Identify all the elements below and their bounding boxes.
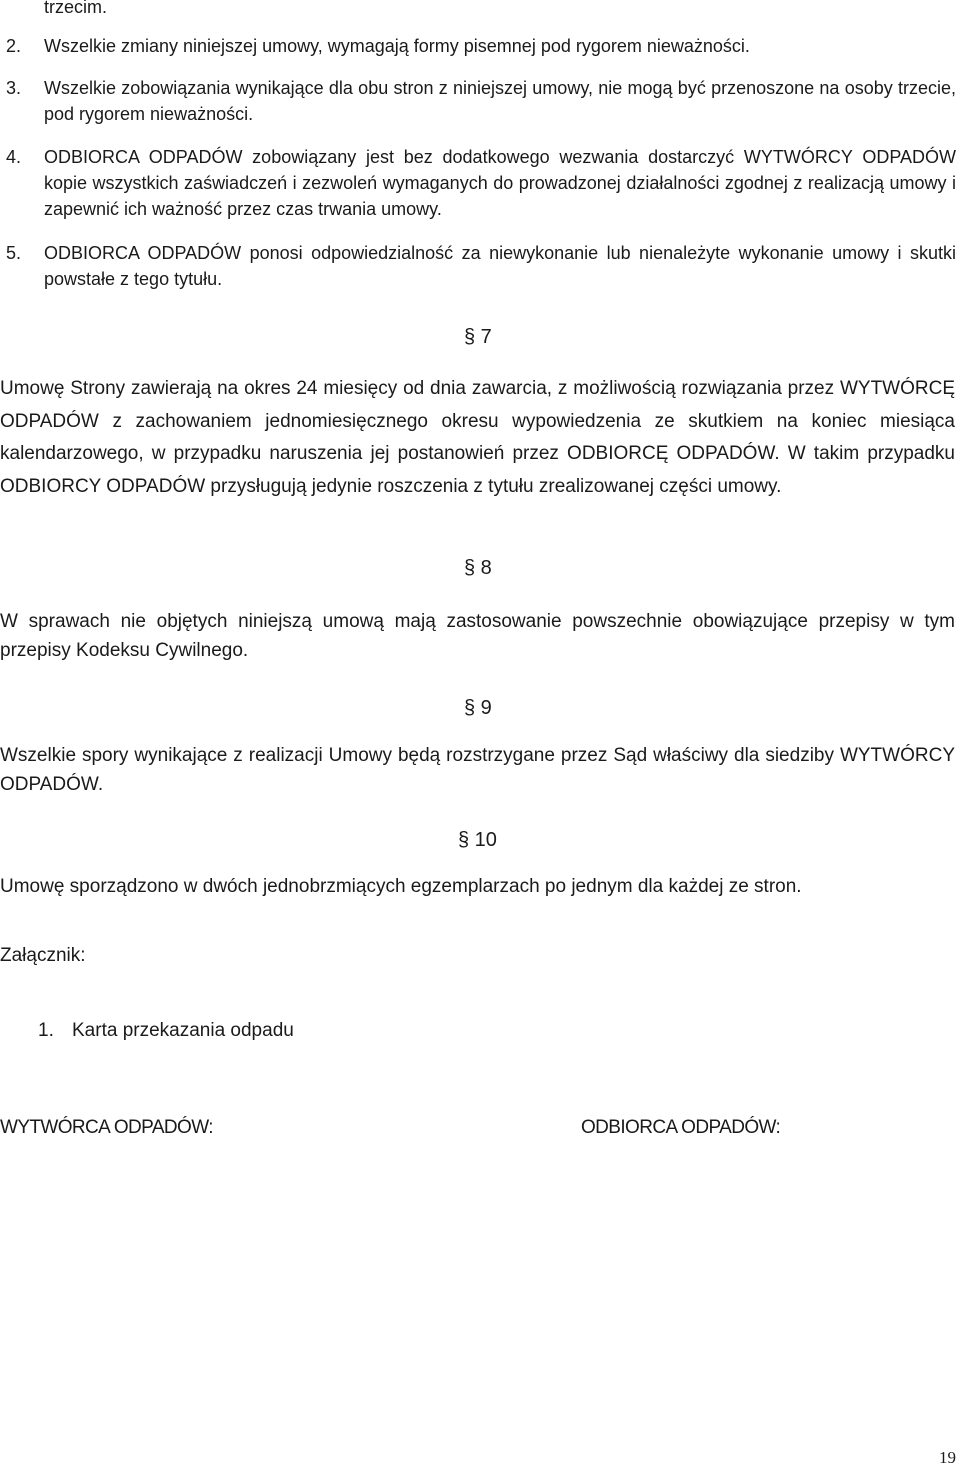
signature-receiver: ODBIORCA ODPADÓW: — [581, 1117, 781, 1138]
list-text: Wszelkie zobowiązania wynikające dla obu stron z niniejszej umowy, nie mogą być przenoszone na osoby trzecie, pod rygorem nieważności. — [44, 78, 956, 124]
list-text: Wszelkie zmiany niniejszej umowy, wymagają formy pisemnej pod rygorem nieważności. — [44, 36, 750, 56]
section-heading-7: § 7 — [464, 326, 492, 348]
list-number: 2. — [6, 36, 22, 56]
page-number: 19 — [939, 1448, 956, 1467]
attachment-number: 1. — [38, 1020, 54, 1041]
list-item-5 — [6, 240, 956, 292]
list-text: ODBIORCA ODPADÓW zobowiązany jest bez dodatkowego wezwania dostarczyć WYTWÓRCY ODPADÓW kopie wszystkich zaświadczeń i zezwoleń wymaganych do prowadzonej działalności zgodnej z realizacją umowy i zapewnić ich ważność przez czas trwania umowy. — [44, 147, 956, 219]
section-heading-9: § 9 — [464, 697, 492, 719]
section-8-text: W sprawach nie objętych niniejszą umową mają zastosowanie powszechnie obowiązujące przepisy w tym przepisy Kodeksu Cywilnego. — [0, 611, 955, 661]
list-item-4 — [6, 144, 956, 222]
section-7-text: Umowę Strony zawierają na okres 24 miesięcy od dnia zawarcia, z możliwością rozwiązania przez WYTWÓRCĘ ODPADÓW z zachowaniem jednomiesięcznego okresu wypowiedzenia ze skutkiem na koniec miesiąca kalendarzowego, w przypadku naruszenia jej postanowień przez ODBIORCĘ ODPADÓW. W takim przypadku ODBIORCY ODPADÓW przysługują jedynie roszczenia z tytułu zrealizowanej części umowy. — [0, 378, 955, 497]
list-item-3 — [6, 75, 956, 127]
section-heading-8: § 8 — [464, 557, 492, 579]
section-9-text: Wszelkie spory wynikające z realizacji Umowy będą rozstrzygane przez Sąd właściwy dla siedziby WYTWÓRCY ODPADÓW. — [0, 745, 955, 795]
list-number: 4. — [6, 147, 22, 167]
continuation-text: trzecim. — [44, 0, 107, 17]
list-text: ODBIORCA ODPADÓW ponosi odpowiedzialność za niewykonanie lub nienależyte wykonanie umowy i skutki powstałe z tego tytułu. — [44, 243, 956, 289]
section-heading-10: § 10 — [458, 829, 497, 851]
list-number: 5. — [6, 243, 22, 263]
attachment-label: Załącznik: — [0, 945, 86, 966]
list-number: 3. — [6, 78, 22, 98]
signature-producer: WYTWÓRCA ODPADÓW: — [0, 1117, 213, 1138]
section-10-text: Umowę sporządzono w dwóch jednobrzmiących egzemplarzach po jednym dla każdej ze stron. — [0, 876, 802, 897]
attachment-item — [38, 1018, 294, 1044]
attachment-text: Karta przekazania odpadu — [72, 1020, 294, 1041]
list-item-2 — [6, 33, 956, 59]
